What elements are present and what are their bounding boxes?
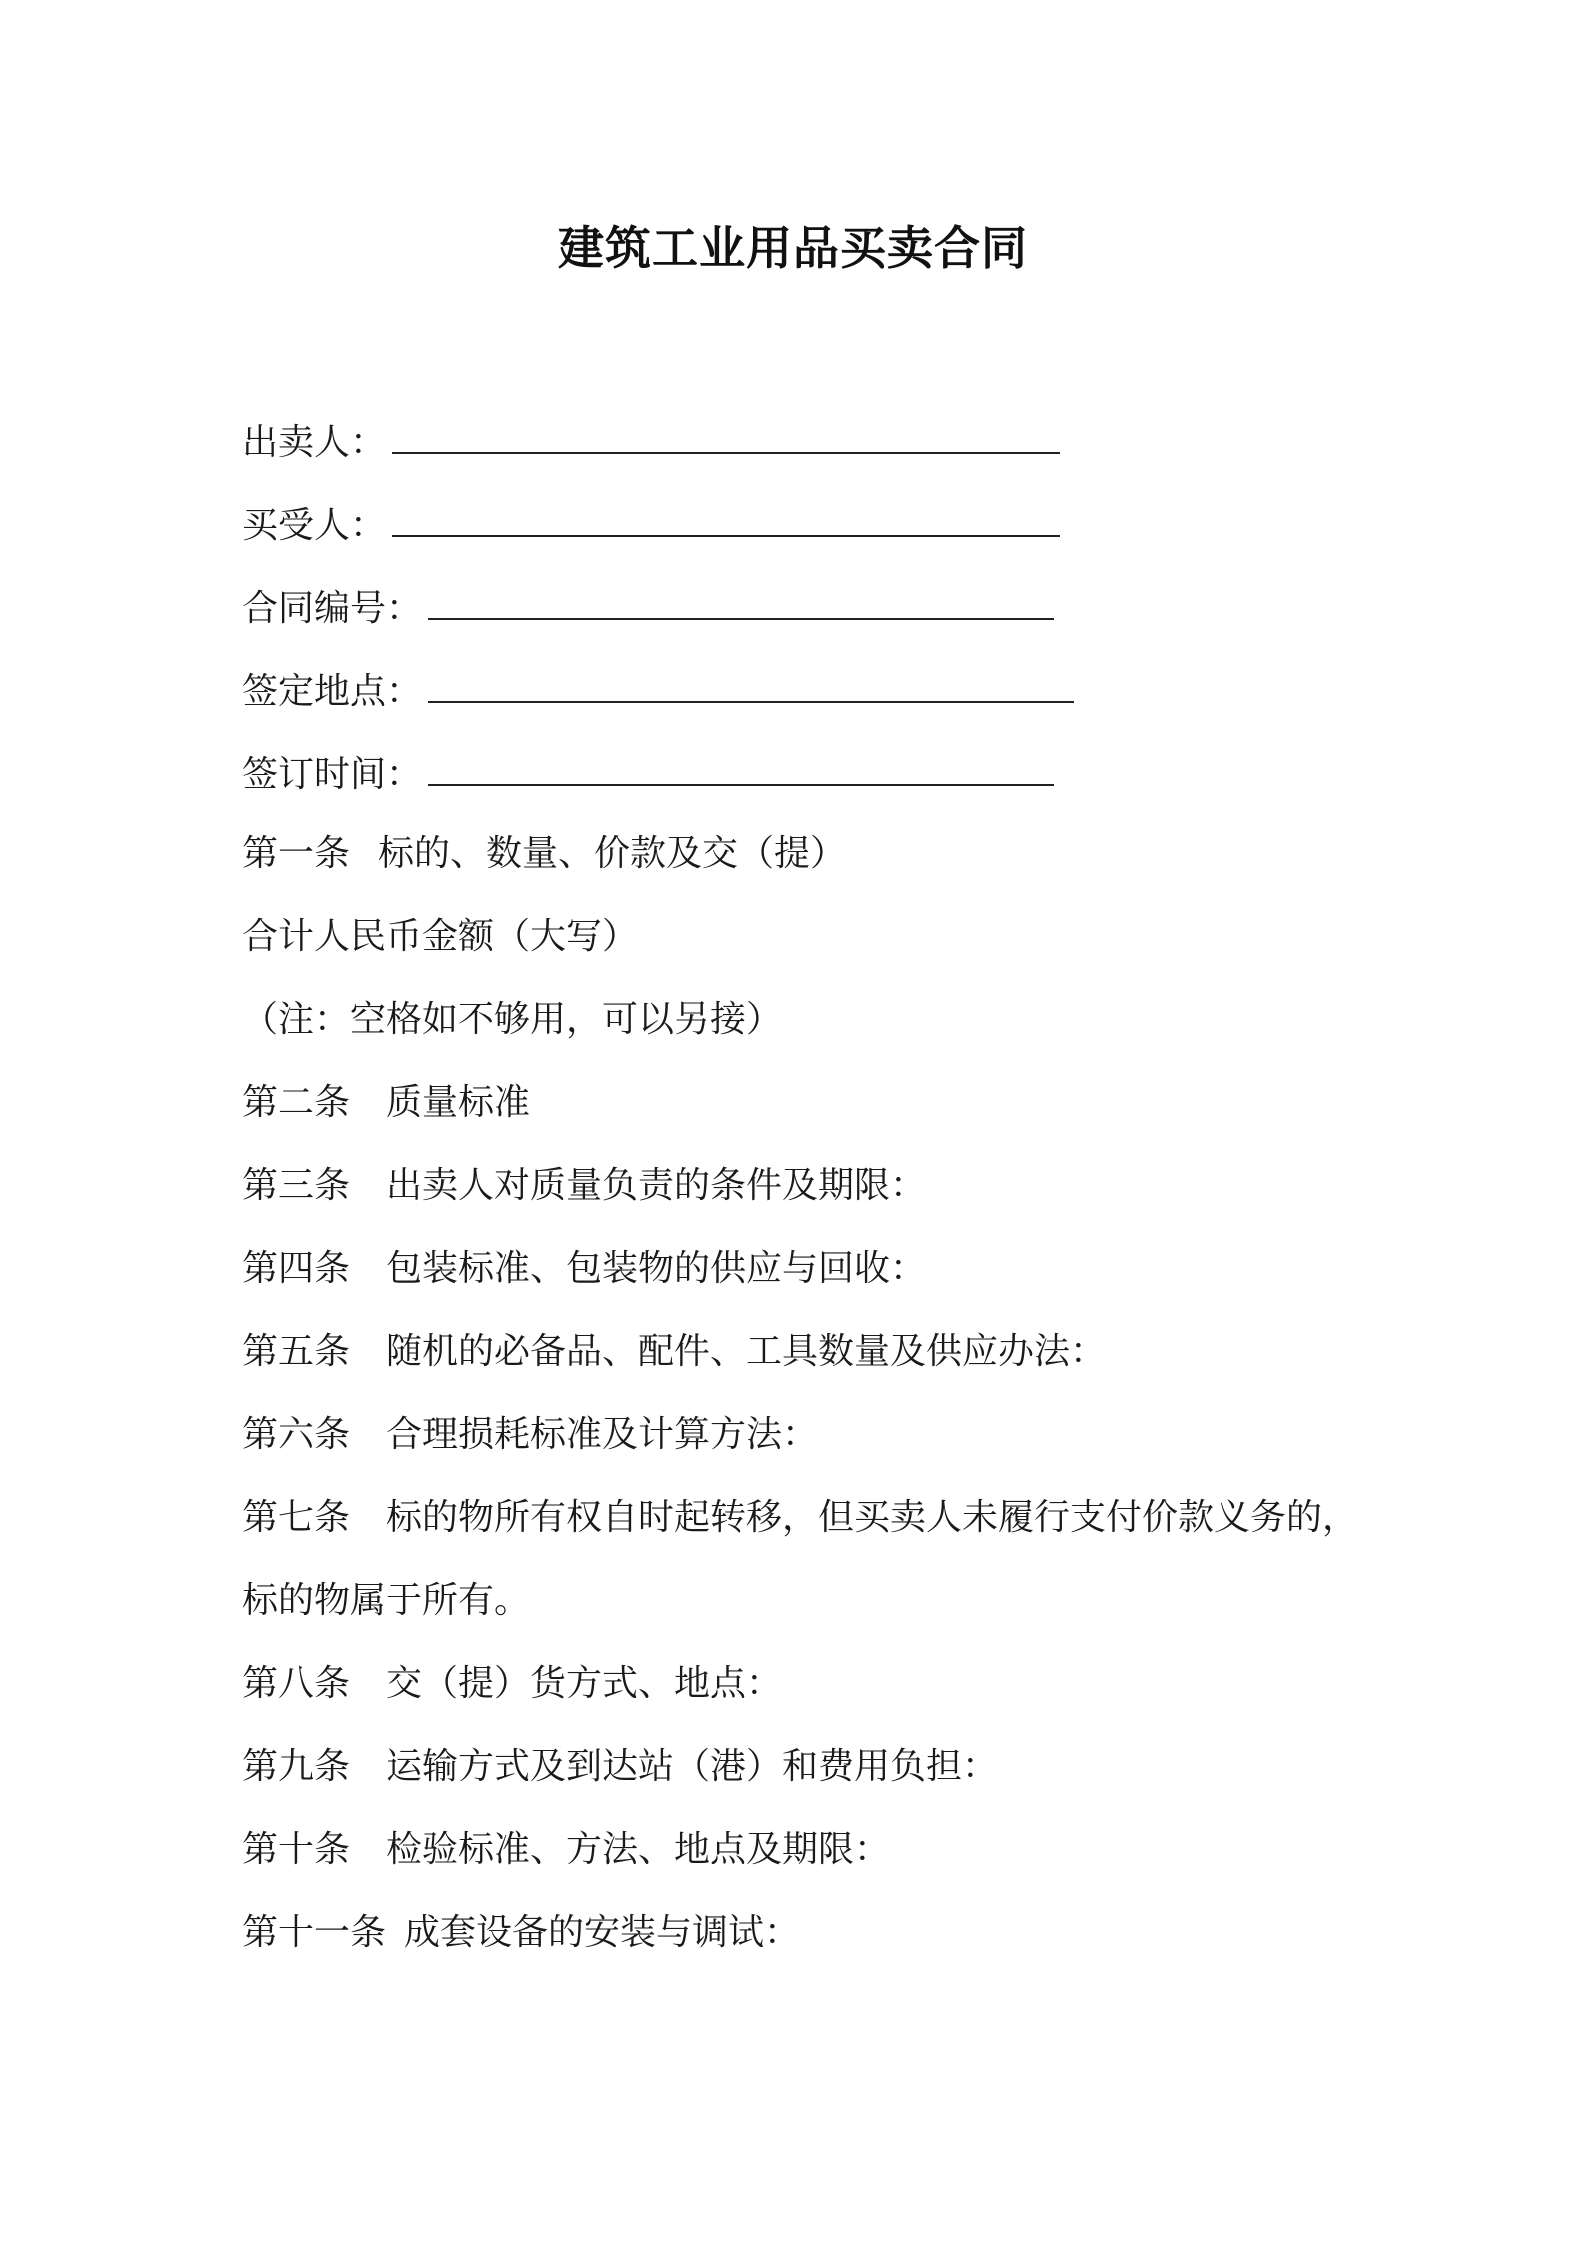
- article-number: 第九条: [242, 1746, 351, 1787]
- article-number: 第十一条: [242, 1912, 387, 1953]
- field-label: 合同编号：: [242, 588, 423, 629]
- article-number: 第七条: [242, 1497, 351, 1538]
- article-number: 第三条: [242, 1165, 351, 1206]
- article-11: [242, 1909, 800, 1957]
- article-text: 交（提）货方式、地点：: [386, 1663, 783, 1704]
- article-text: 出卖人对质量负责的条件及期限：: [386, 1165, 927, 1206]
- article-5: [242, 1328, 1106, 1376]
- article-text: （注：空格如不够用，可以另接）: [242, 999, 783, 1040]
- field-contract-number: [242, 584, 1054, 633]
- article-number: 第八条: [242, 1663, 351, 1704]
- article-text: 随机的必备品、配件、工具数量及供应办法：: [386, 1331, 1107, 1372]
- article-text: 合理损耗标准及计算方法：: [386, 1414, 819, 1455]
- article-1-total: [242, 913, 638, 961]
- article-7: [242, 1494, 1358, 1542]
- blank-line: [392, 501, 1060, 537]
- article-text: 质量标准: [386, 1082, 531, 1123]
- article-text: 成套设备的安装与调试：: [404, 1912, 801, 1953]
- article-number: 第四条: [242, 1248, 351, 1289]
- article-text: 标的物属于所有。: [242, 1580, 531, 1621]
- field-signing-place: [242, 667, 1074, 716]
- article-7-continued: [242, 1577, 530, 1625]
- article-text: 包装标准、包装物的供应与回收：: [386, 1248, 927, 1289]
- article-text: 运输方式及到达站（港）和费用负担：: [386, 1746, 999, 1787]
- article-2: [242, 1079, 530, 1127]
- article-6: [242, 1411, 818, 1459]
- article-number: 第五条: [242, 1331, 351, 1372]
- field-label: 签订时间：: [242, 754, 423, 795]
- article-9: [242, 1743, 998, 1791]
- blank-line: [392, 418, 1060, 454]
- article-3: [242, 1162, 926, 1210]
- article-text: 检验标准、方法、地点及期限：: [386, 1829, 891, 1870]
- field-label: 出卖人：: [242, 422, 387, 463]
- field-label: 买受人：: [242, 505, 387, 546]
- field-seller: [242, 418, 1060, 467]
- article-text: 合计人民币金额（大写）: [242, 916, 639, 957]
- article-text: 标的物所有权自时起转移，但买卖人未履行支付价款义务的，: [386, 1497, 1359, 1538]
- field-buyer: [242, 501, 1060, 550]
- blank-line: [428, 667, 1074, 703]
- blank-line: [428, 750, 1054, 786]
- article-4: [242, 1245, 926, 1293]
- field-label: 签定地点：: [242, 671, 423, 712]
- article-1: [242, 830, 846, 878]
- article-number: 第六条: [242, 1414, 351, 1455]
- blank-line: [428, 584, 1054, 620]
- article-1-note: [242, 996, 782, 1044]
- field-signing-time: [242, 750, 1054, 799]
- article-text: 标的、数量、价款及交（提）: [378, 833, 847, 874]
- article-number: 第十条: [242, 1829, 351, 1870]
- document-title: 建筑工业用品买卖合同: [558, 221, 1028, 275]
- article-10: [242, 1826, 890, 1874]
- article-8: [242, 1660, 782, 1708]
- article-number: 第一条: [242, 833, 351, 874]
- article-number: 第二条: [242, 1082, 351, 1123]
